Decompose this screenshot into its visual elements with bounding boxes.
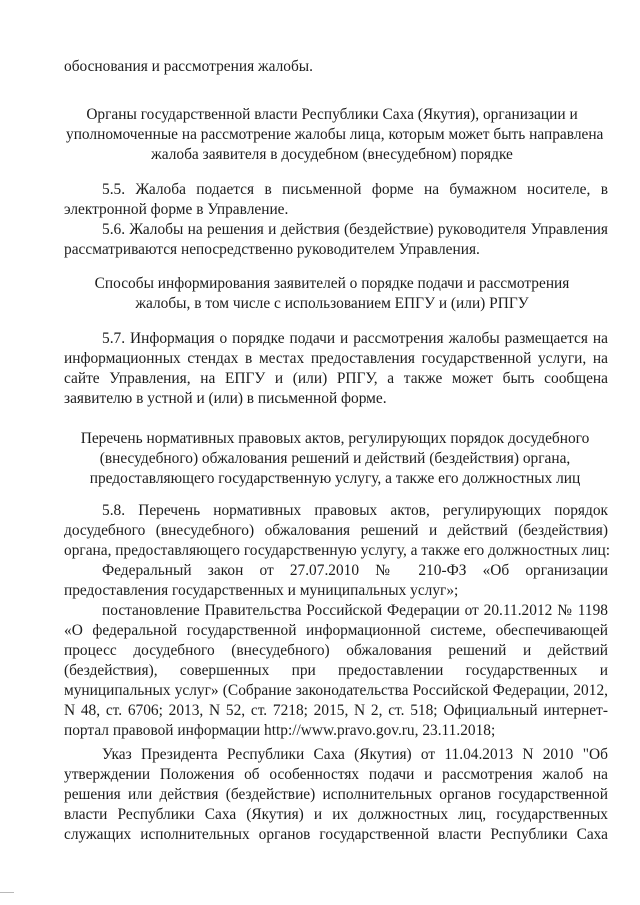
- decree-1198-line-7: портал правовой информации http://www.pravo.gov.ru, 23.11.2018;: [64, 722, 496, 739]
- heading-2-line-2: жалобы, в том числе с использованием ЕПГУ и (или) РПГУ: [135, 295, 529, 312]
- p-5-8-line-2: досудебного (внесудебного) обжалования решений и действий (бездействия): [64, 522, 608, 539]
- decree-1198-line-5: муниципальных услуг» (Собрание законодательства Российской Федерации, 2012,: [64, 682, 608, 699]
- p-5-5-line-2: электронной форме в Управление.: [64, 201, 289, 218]
- p-5-7-line-1: 5.7. Информация о порядке подачи и рассмотрения жалобы размещается на: [102, 330, 608, 347]
- p-5-6-line-2: рассматриваются непосредственно руководителем Управления.: [64, 241, 480, 258]
- heading-3-line-3: предоставляющего государственную услугу, а также его должностных лиц: [89, 470, 581, 487]
- decree-1198-line-2: «О федеральной государственной информационной системе, обеспечивающей: [64, 622, 608, 639]
- p-5-7-line-3: сайте Управления, на ЕПГУ и (или) РПГУ, а также может быть сообщена: [64, 370, 608, 387]
- p-5-8-line-1: 5.8. Перечень нормативных правовых актов, регулирующих порядок: [102, 502, 608, 519]
- decree-1198-line-1: постановление Правительства Российской Федерации от 20.11.2012 № 1198: [102, 602, 608, 619]
- decree-1198-line-6: N 48, ст. 6706; 2013, N 52, ст. 7218; 2015, N 2, ст. 518; Официальный интернет-: [64, 702, 608, 719]
- heading-1-line-3: жалоба заявителя в досудебном (внесудебном) порядке: [151, 146, 513, 163]
- ukaz-2010-line-4: власти Республики Саха (Якутия) и их должностных лиц, государственных: [64, 806, 608, 823]
- intro-tail-line: обоснования и рассмотрения жалобы.: [64, 58, 314, 75]
- decree-1198-line-4: (бездействия), совершенных при предоставлении государственных и: [64, 662, 608, 679]
- heading-1-line-2: уполномоченные на рассмотрение жалобы лица, которым может быть направлена: [66, 126, 604, 143]
- p-5-7-line-2: информационных стендах в местах предоставления государственной услуги, на: [64, 350, 608, 367]
- p-5-5-line-1: 5.5. Жалоба подается в письменной форме на бумажном носителе, в: [102, 181, 608, 198]
- decree-1198-line-3: процесс досудебного (внесудебного) обжалования решений и действий: [64, 642, 608, 659]
- heading-3-line-2: (внесудебного) обжалования решений и действий (бездействия) органа,: [99, 450, 571, 467]
- law-210-line-1: Федеральный закон от 27.07.2010 № 210-ФЗ «Об организации: [102, 562, 608, 579]
- ukaz-2010-line-3: решения или действия (бездействие) исполнительных органов государственной: [64, 786, 608, 803]
- ukaz-2010-line-5: служащих исполнительных органов государственной власти Республики Саха: [64, 826, 608, 843]
- p-5-6-line-1: 5.6. Жалобы на решения и действия (бездействие) руководителя Управления: [102, 221, 608, 238]
- ukaz-2010-line-1: Указ Президента Республики Саха (Якутия) от 11.04.2013 N 2010 "Об: [102, 746, 608, 763]
- law-210-line-2: предоставления государственных и муниципальных услуг»;: [64, 582, 459, 599]
- heading-1-line-1: Органы государственной власти Республики Саха (Якутия), организации и: [86, 106, 578, 123]
- ukaz-2010-line-2: утверждении Положения об особенностях подачи и рассмотрения жалоб на: [64, 766, 608, 783]
- heading-2-line-1: Способы информирования заявителей о порядке подачи и рассмотрения: [94, 275, 570, 292]
- p-5-7-line-4: заявителю в устной и (или) в письменной форме.: [64, 390, 387, 407]
- p-5-8-line-3: органа, предоставляющего государственную услугу, а также его должностных лиц:: [64, 542, 611, 559]
- scan-artifact: [0, 892, 14, 893]
- heading-3-line-1: Перечень нормативных правовых актов, регулирующих порядок досудебного: [80, 430, 590, 447]
